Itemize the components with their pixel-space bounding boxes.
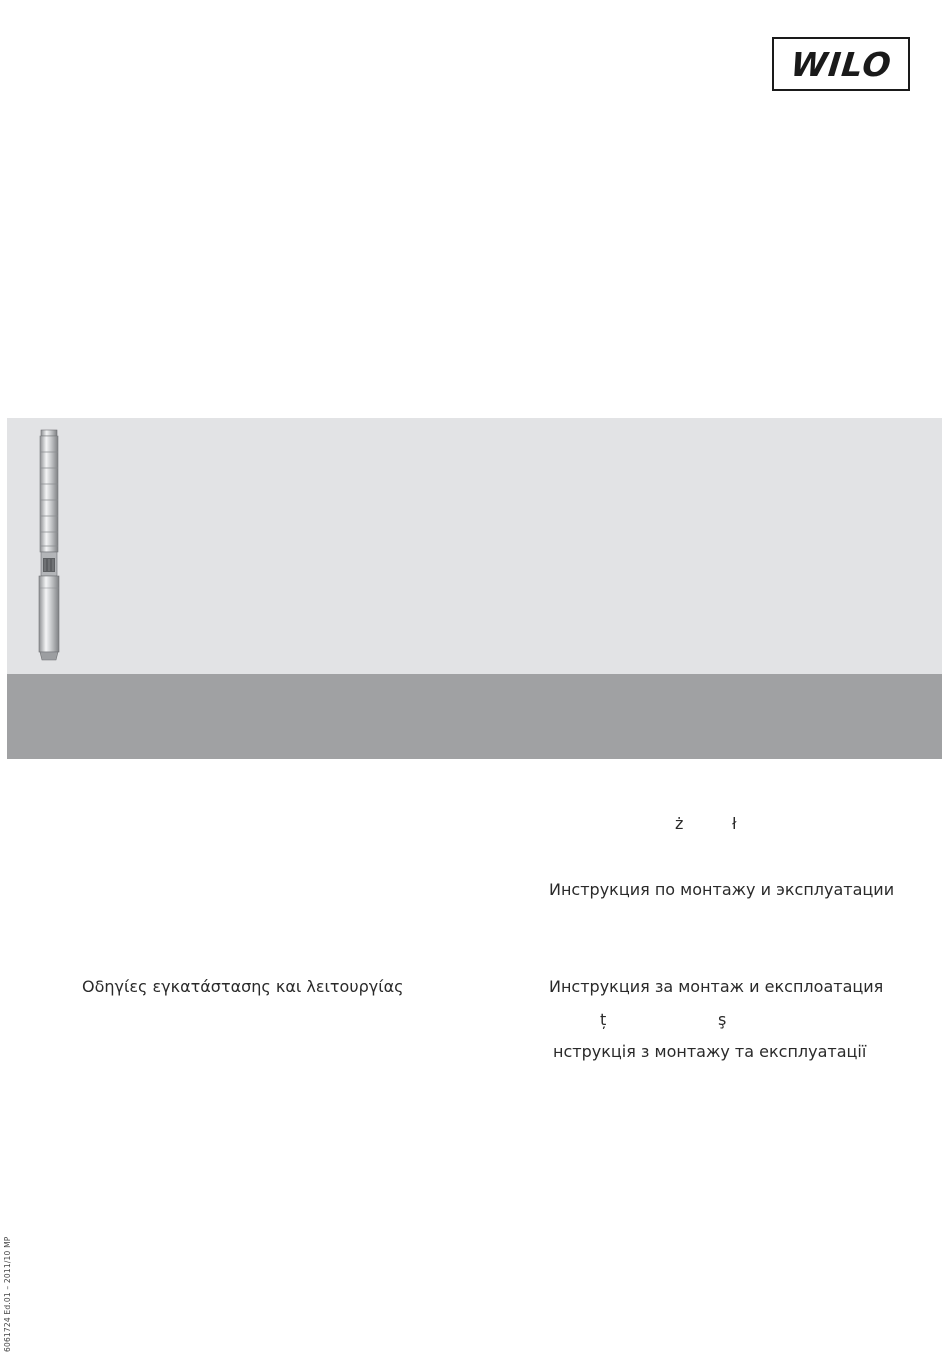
romanian-title-fragment-2: ş <box>718 1010 727 1029</box>
document-code: 6061724 Ed.01 – 2011/10 MP <box>3 1236 12 1352</box>
bulgarian-title: Инструкция за монтаж и експлоатация <box>549 977 884 996</box>
wilo-logo <box>772 37 910 91</box>
submersible-pump-icon <box>30 428 70 664</box>
polish-title-fragment-2: ł <box>732 814 737 833</box>
logo-text: WILO <box>788 44 894 84</box>
ukrainian-title: нструкція з монтажу та експлуатації <box>553 1042 867 1061</box>
russian-title: Инструкция по монтажу и эксплуатации <box>549 880 895 899</box>
product-image-band <box>7 418 942 674</box>
romanian-title-fragment-1: ț <box>600 1010 607 1029</box>
polish-title-fragment-1: ż <box>675 814 684 833</box>
title-band <box>7 674 942 759</box>
greek-title: Οδηγίες εγκατάστασης και λειτουργίας <box>82 977 404 996</box>
